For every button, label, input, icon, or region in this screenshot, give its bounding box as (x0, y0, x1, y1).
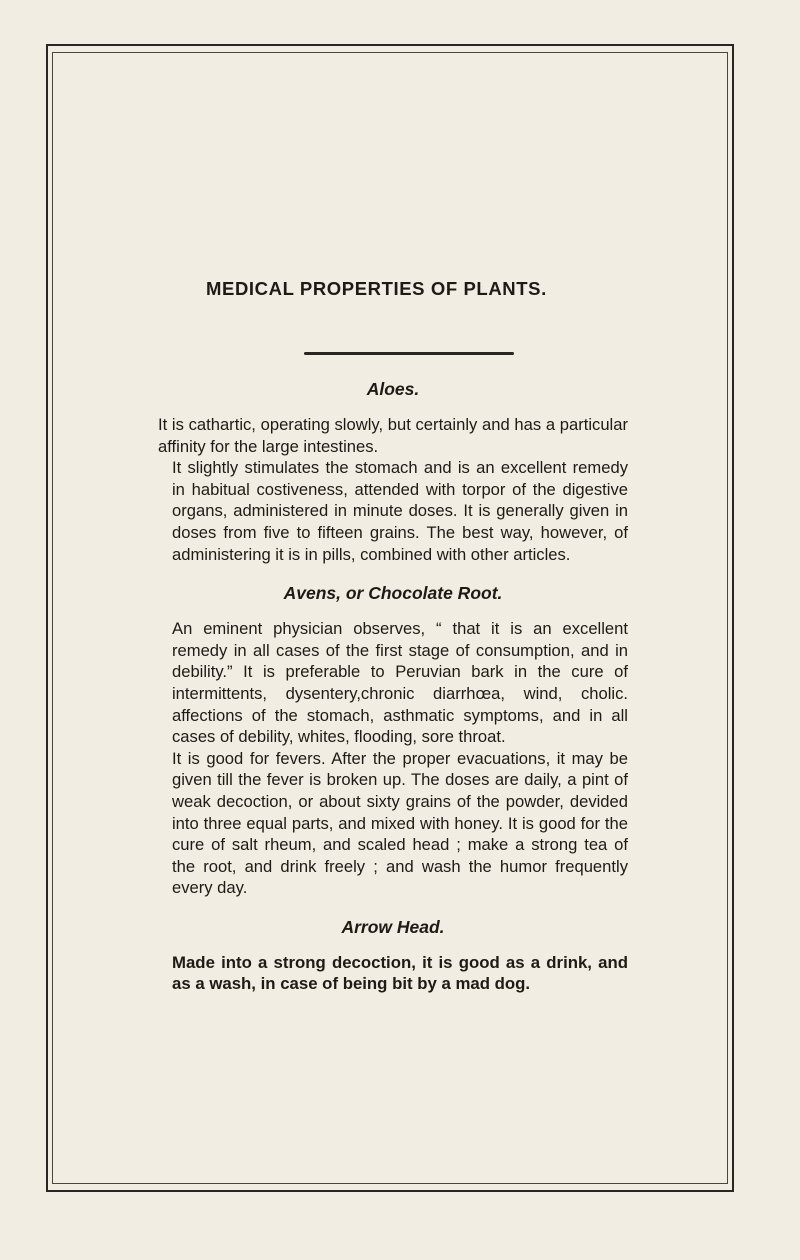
page-title: MEDICAL PROPERTIES OF PLANTS. (206, 278, 547, 299)
avens-paragraph-2: It is good for fevers. After the proper evacuations, it may be given till the fever is broken up. The doses are daily, a pint of weak decoction, or about sixty grains of the powder, devided into three equal parts, and mixed with honey. It is good for the cure of salt rheum, and scaled head ; make a strong tea of the root, and drink freely ; and wash the humor frequently every day. (172, 748, 628, 898)
aloes-paragraph-2: It slightly stimulates the stomach and is an excellent remedy in habitual costiveness, attended with torpor of the digestive organs, administered in minute doses. It is generally given in doses from five to fifteen grains. The best way, however, of administering it is in pills, combined with other articles. (172, 458, 628, 564)
arrow-head-paragraph-1: Made into a strong decoction, it is good as a drink, and as a wash, in case of being bit by a mad dog. (172, 952, 628, 994)
title-rule (304, 352, 514, 355)
section-heading-arrow-head: Arrow Head. (341, 916, 445, 937)
page-content (158, 278, 628, 995)
section-avens (158, 583, 628, 899)
section-heading-avens: Avens, or Chocolate Root. (283, 583, 503, 604)
section-heading-aloes: Aloes. (366, 379, 420, 399)
section-aloes (158, 379, 628, 565)
aloes-paragraph-1: It is cathartic, operating slowly, but certainly and has a particular affinity for the large intestines. (158, 415, 628, 456)
avens-paragraph-1: An eminent physician observes, “ that it is an excellent remedy in all cases of the first stage of consumption, and in debility.” It is preferable to Peruvian bark in the cure of intermittents, dysentery,chronic diarrhœa, wind, cholic. affections of the stomach, asthmatic symptoms, and in all cases of debility, whites, flooding, sore throat. (172, 619, 628, 747)
section-arrow-head (158, 917, 628, 995)
